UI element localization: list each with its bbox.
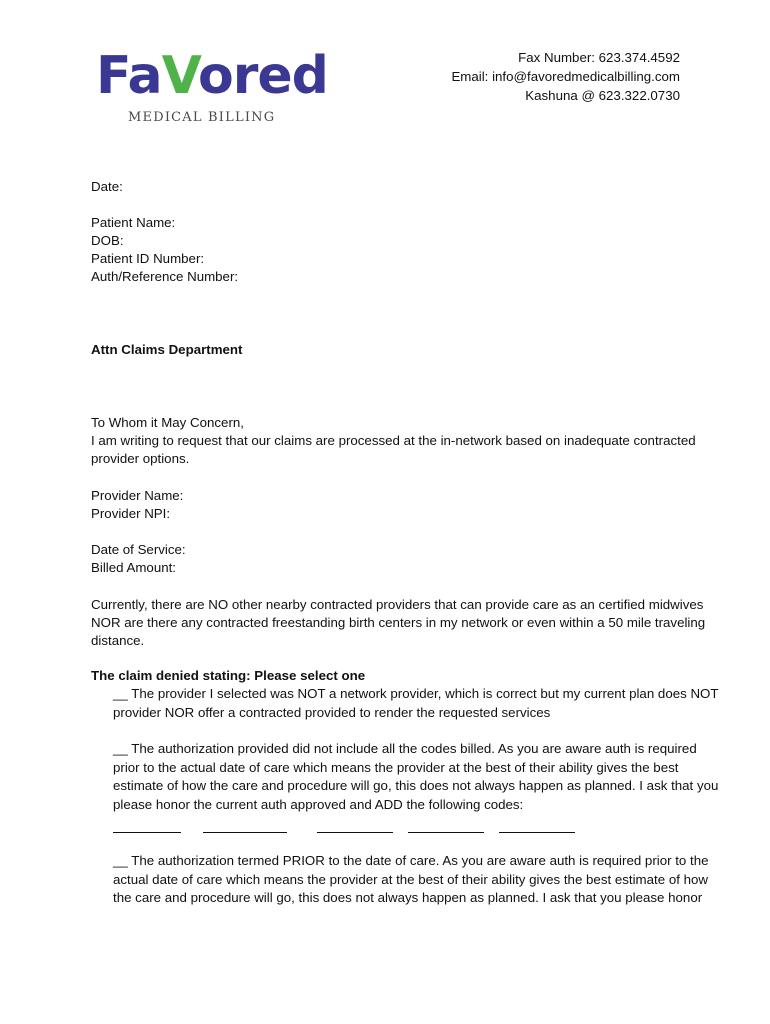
option-not-network-provider: __ The provider I selected was NOT a network provider, which is correct but my current plan does NOT provider NOR offer a contracted provided to render the requested services: [113, 686, 719, 720]
logo-word-part1: Fa: [96, 46, 162, 106]
intro-line-2: provider options.: [91, 451, 190, 466]
patient-fields: [91, 214, 681, 286]
auth-reference-field: Auth/Reference Number:: [91, 269, 239, 284]
code-blank-4[interactable]: [408, 820, 484, 833]
service-fields: [91, 541, 681, 577]
patient-id-field: Patient ID Number:: [91, 251, 205, 266]
logo-word-v: V: [161, 46, 198, 106]
code-blank-1[interactable]: [113, 820, 181, 833]
provider-npi-field: Provider NPI:: [91, 506, 171, 521]
favored-logo: [96, 46, 336, 130]
logo-word-part2: ored: [197, 46, 328, 106]
currently-paragraph: Currently, there are NO other nearby contracted providers that can provide care as an certified midwives NOR are there any contracted freestanding birth centers in my network or even within a 50 mile traveling distance.: [91, 597, 706, 648]
contact-phone: Kashuna @ 623.322.0730: [525, 88, 680, 103]
intro-line-1: I am writing to request that our claims are processed at the in-network based on inadequate contracted: [91, 433, 696, 448]
billed-amount-field: Billed Amount:: [91, 560, 177, 575]
contact-block: [451, 48, 680, 105]
logo-subtitle: MEDICAL BILLING: [128, 110, 276, 125]
option-auth-termed-prior: __ The authorization termed PRIOR to the date of care. As you are aware auth is required prior to the actual date of care which means the provider at the best of their ability gives the best estimate of how the care and procedure will go, this does not always happen as planned. I ask that you please honor: [113, 853, 709, 905]
code-blank-2[interactable]: [203, 820, 287, 833]
attn-heading: Attn Claims Department: [91, 342, 243, 357]
logo-wordmark: [96, 46, 328, 106]
email-address: Email: info@favoredmedicalbilling.com: [451, 69, 680, 84]
provider-fields: [91, 487, 681, 523]
patient-name-field: Patient Name:: [91, 215, 176, 230]
date-field: Date:: [91, 179, 123, 194]
provider-name-field: Provider Name:: [91, 488, 184, 503]
dob-field: DOB:: [91, 233, 124, 248]
intro-paragraph: [91, 414, 696, 468]
code-blank-3[interactable]: [317, 820, 393, 833]
date-of-service-field: Date of Service:: [91, 542, 186, 557]
code-blank-5[interactable]: [499, 820, 575, 833]
option-codes-not-included: __ The authorization provided did not include all the codes billed. As you are aware auth is required prior to the actual date of care which means the provider at the best of their ability gives the best estimate of how the care and procedure will go, this does not always happen as planned. I ask that you please honor the current auth approved and ADD the following codes:: [113, 741, 719, 812]
claim-denied-heading: The claim denied stating: Please select one: [91, 668, 366, 683]
greeting: To Whom it May Concern,: [91, 415, 244, 430]
fax-number: Fax Number: 623.374.4592: [518, 50, 680, 65]
